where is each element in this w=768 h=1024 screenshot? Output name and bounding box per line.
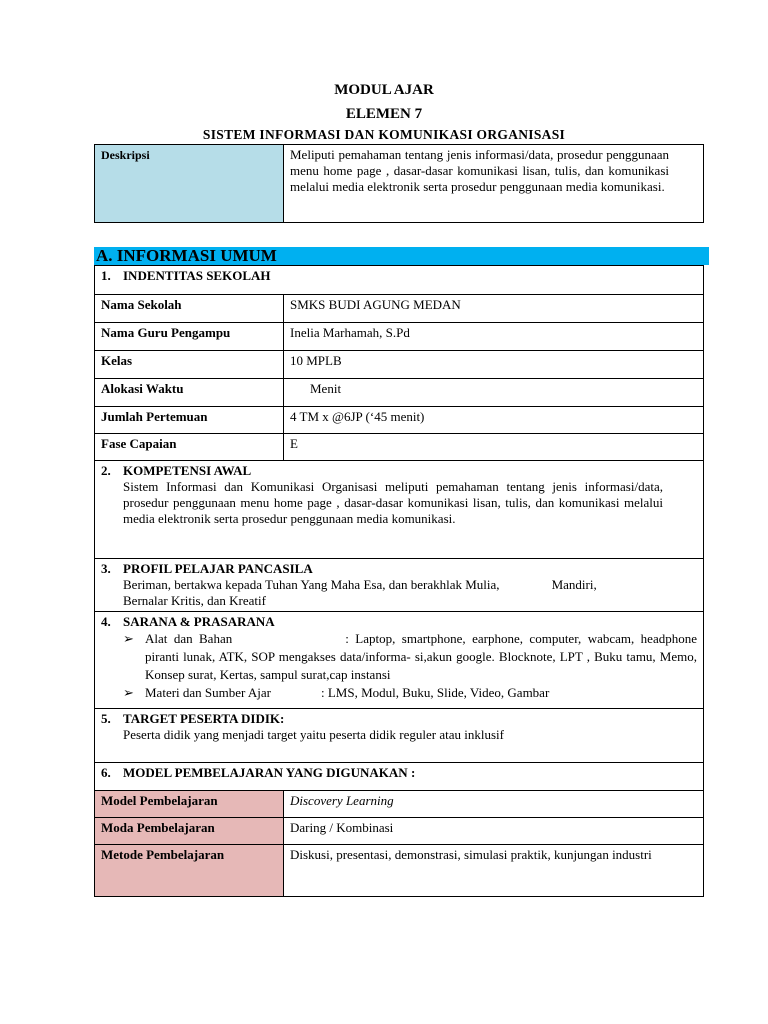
doc-subtitle-topic: SISTEM INFORMASI DAN KOMUNIKASI ORGANISASI (202, 127, 566, 142)
row-label: Kelas (95, 351, 284, 379)
target-text: Peserta didik yang menjadi target yaitu peserta didik reguler atau inklusif (123, 727, 504, 742)
row-label: Model Pembelajaran (95, 791, 284, 818)
section-number: 3. (101, 561, 111, 576)
table-row (95, 351, 704, 379)
section-number: 6. (101, 765, 111, 780)
row-value: Daring / Kombinasi (284, 818, 704, 845)
target-section (95, 709, 704, 763)
target-title: TARGET PESERTA DIDIK: (123, 711, 285, 726)
sarana-section (95, 612, 704, 709)
deskripsi-label: Deskripsi (95, 145, 284, 223)
table-row (95, 323, 704, 351)
sarana-item-value: : LMS, Modul, Buku, Slide, Video, Gambar (321, 685, 550, 700)
kompetensi-section (95, 461, 704, 559)
table-row (95, 379, 704, 407)
identitas-title: INDENTITAS SEKOLAH (123, 268, 271, 283)
row-label: Metode Pembelajaran (95, 845, 284, 897)
row-value: 10 MPLB (284, 351, 704, 379)
profil-section (95, 559, 704, 612)
profil-title: PROFIL PELAJAR PANCASILA (123, 561, 313, 576)
doc-title: MODUL AJAR (334, 82, 434, 98)
sarana-item-label: Alat dan Bahan (145, 631, 233, 646)
table-row (95, 791, 704, 818)
row-value: Menit (284, 379, 704, 407)
sarana-item-value: : Laptop, smartphone, earphone, computer, wabcam, headphone piranti lunak, ATK, SOP mengakses data/informa- si,akun google. Blocknote, LPT , Buku tamu, Memo, Konsep surat, Kertas, sampul surat,cap instansi (145, 631, 697, 682)
informasi-umum-table (94, 265, 704, 897)
kompetensi-text: Sistem Informasi dan Komunikasi Organisasi meliputi pemahaman tentang jenis informasi/data, prosedur penggunaan menu home page , dasar-dasar komunikasi lisan, tulis, dan komunikasi melalui media elektronik serta prosedur penggunaan media komunikasi. (123, 479, 663, 526)
row-label: Fase Capaian (95, 434, 284, 461)
section-number: 1. (101, 268, 111, 283)
row-value: 4 TM x @6JP (‘45 menit) (284, 407, 704, 434)
arrow-bullet-icon: ➢ (123, 631, 134, 646)
doc-subtitle-element: ELEMEN 7 (345, 106, 423, 122)
row-value: E (284, 434, 704, 461)
section-a-heading: A. INFORMASI UMUM (94, 247, 709, 265)
profil-line-2: Bernalar Kritis, dan Kreatif (123, 593, 266, 608)
row-label: Jumlah Pertemuan (95, 407, 284, 434)
model-title: MODEL PEMBELAJARAN YANG DIGUNAKAN : (123, 765, 416, 780)
row-label: Nama Guru Pengampu (95, 323, 284, 351)
row-value: SMKS BUDI AGUNG MEDAN (284, 295, 704, 323)
sarana-item-alat (101, 630, 697, 684)
sarana-item-materi (101, 684, 697, 702)
row-value: Diskusi, presentasi, demonstrasi, simulasi praktik, kunjungan industri (284, 845, 704, 897)
arrow-bullet-icon: ➢ (123, 685, 134, 700)
section-number: 5. (101, 711, 111, 726)
section-number: 4. (101, 614, 111, 629)
row-value: Discovery Learning (284, 791, 704, 818)
row-label: Nama Sekolah (95, 295, 284, 323)
row-label: Moda Pembelajaran (95, 818, 284, 845)
profil-line-1: Beriman, bertakwa kepada Tuhan Yang Maha Esa, dan berakhlak Mulia, (123, 577, 500, 592)
sarana-title: SARANA & PRASARANA (123, 614, 275, 629)
table-row (95, 818, 704, 845)
table-row (95, 845, 704, 897)
sarana-item-label: Materi dan Sumber Ajar (145, 685, 271, 700)
row-value: Inelia Marhamah, S.Pd (284, 323, 704, 351)
deskripsi-table (94, 144, 704, 223)
profil-line-1-end: Mandiri, (551, 577, 597, 592)
table-row (95, 407, 704, 434)
section-number: 2. (101, 463, 111, 478)
identitas-header (95, 266, 704, 295)
row-label: Alokasi Waktu (95, 379, 284, 407)
deskripsi-text: Meliputi pemahaman tentang jenis informasi/data, prosedur penggunaan menu home page , dasar-dasar komunikasi lisan, tulis, dan komunikasi melalui media elektronik serta prosedur penggunaan media komunikasi. (284, 145, 704, 223)
kompetensi-title: KOMPETENSI AWAL (123, 463, 252, 478)
table-row (95, 434, 704, 461)
model-header (95, 763, 704, 791)
table-row (95, 295, 704, 323)
